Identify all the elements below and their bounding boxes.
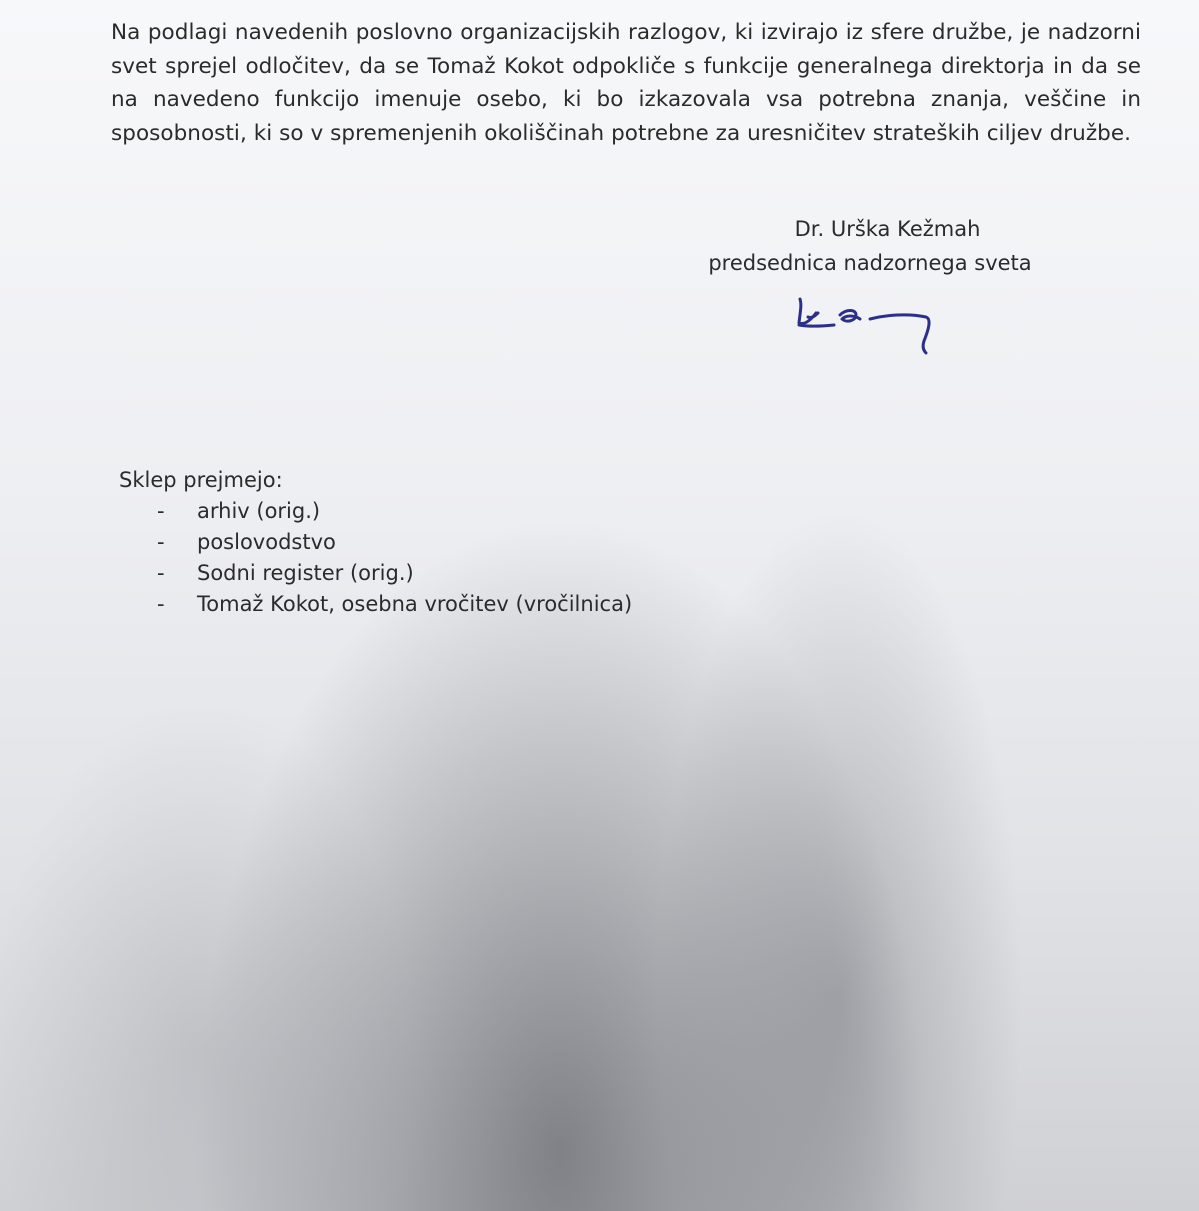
list-dash: - xyxy=(157,561,165,585)
recipient-item xyxy=(119,589,632,620)
recipient-label: poslovodstvo xyxy=(197,530,336,554)
signature-block xyxy=(660,212,1080,280)
recipient-item xyxy=(119,558,632,589)
recipient-label: Tomaž Kokot, osebna vročitev (vročilnica) xyxy=(197,592,633,616)
recipients-section xyxy=(119,465,632,620)
recipients-title: Sklep prejmejo: xyxy=(119,468,283,492)
list-dash: - xyxy=(157,499,165,523)
list-dash: - xyxy=(157,530,165,554)
signer-title: predsednica nadzornega sveta xyxy=(708,251,1032,275)
signer-name: Dr. Urška Kežmah xyxy=(794,217,981,241)
decision-paragraph: Na podlagi navedenih poslovno organizacijskih razlogov, ki izvirajo iz sfere družbe, je nadzorni svet sprejel odločitev, da se Tomaž Kokot odpokliče s funkcije generalnega direktorja in da se na navedeno funkcijo imenuje osebo, ki bo izkazovala vsa potrebna znanja, veščine in sposobnosti, ki so v spremenjenih okoliščinah potrebne za uresničitev strateških ciljev družbe. xyxy=(111,20,1141,146)
recipient-item xyxy=(119,527,632,558)
recipient-list xyxy=(119,496,632,620)
handwritten-signature xyxy=(790,285,940,360)
recipient-label: arhiv (orig.) xyxy=(197,499,321,523)
list-dash: - xyxy=(157,592,165,616)
recipient-item xyxy=(119,496,632,527)
recipient-label: Sodni register (orig.) xyxy=(197,561,414,585)
